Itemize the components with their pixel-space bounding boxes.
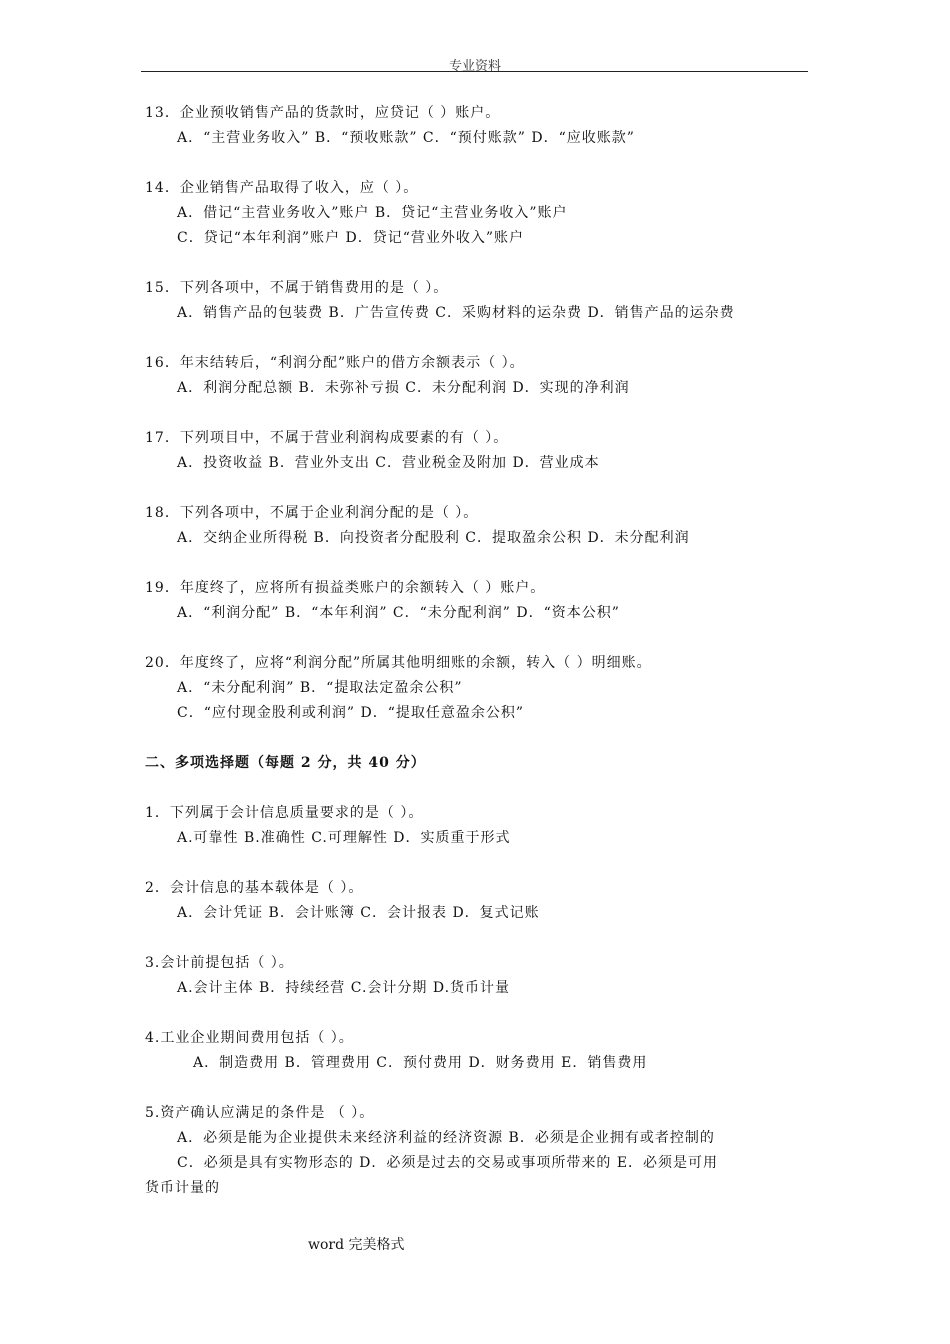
question-options: A．必须是能为企业提供未来经济利益的经济资源 B．必须是企业拥有或者控制的 xyxy=(177,1130,715,1146)
question-stem: 3.会计前提包括（ ）。 xyxy=(145,955,294,971)
single-choice-list xyxy=(145,101,815,726)
question-stem: 5.资产确认应满足的条件是 （ ）。 xyxy=(145,1105,375,1121)
question xyxy=(145,876,815,926)
question-stem: 20．年度终了，应将“利润分配”所属其他明细账的余额，转入（ ）明细账。 xyxy=(145,655,652,671)
question-options: C．贷记“本年利润”账户 D．贷记“营业外收入”账户 xyxy=(177,230,525,246)
question xyxy=(145,101,815,151)
question-stem: 13．企业预收销售产品的货款时，应贷记（ ）账户。 xyxy=(145,105,501,121)
question-options: A．借记“主营业务收入”账户 B．贷记“主营业务收入”账户 xyxy=(177,205,568,221)
question-options: A．会计凭证 B．会计账簿 C．会计报表 D．复式记账 xyxy=(177,905,540,921)
question-options: A．“利润分配” B．“本年利润” C．“未分配利润” D．“资本公积” xyxy=(177,605,620,621)
question xyxy=(145,951,815,1001)
question-options: C．“应付现金股利或利润” D．“提取任意盈余公积” xyxy=(177,705,525,721)
page-header: 专业资料 xyxy=(448,59,501,74)
question xyxy=(145,1026,815,1076)
question-options: A．制造费用 B．管理费用 C．预付费用 D．财务费用 E．销售费用 xyxy=(193,1055,648,1071)
question xyxy=(145,501,815,551)
document-body xyxy=(145,101,815,1226)
question-stem: 4.工业企业期间费用包括（ ）。 xyxy=(145,1030,354,1046)
question-options: A．利润分配总额 B．未弥补亏损 C．未分配利润 D．实现的净利润 xyxy=(177,380,630,396)
question xyxy=(145,1101,815,1201)
question-options: A．“主营业务收入” B．“预收账款” C．“预付账款” D．“应收账款” xyxy=(177,130,635,146)
question-options: A．销售产品的包装费 B．广告宣传费 C．采购材料的运杂费 D．销售产品的运杂费 xyxy=(177,305,735,321)
question-options: A．“未分配利润” B．“提取法定盈余公积” xyxy=(177,680,463,696)
question-stem: 14．企业销售产品取得了收入，应（ ）。 xyxy=(145,180,419,196)
question-stem: 15．下列各项中，不属于销售费用的是（ ）。 xyxy=(145,280,449,296)
question xyxy=(145,351,815,401)
question-stem: 16．年末结转后，“利润分配”账户的借方余额表示（ ）。 xyxy=(145,355,525,371)
question xyxy=(145,426,815,476)
question xyxy=(145,576,815,626)
header-divider xyxy=(141,71,808,72)
question-stem: 2．会计信息的基本载体是（ ）。 xyxy=(145,880,364,896)
question xyxy=(145,176,815,251)
question xyxy=(145,276,815,326)
page-footer: word 完美格式 xyxy=(308,1237,405,1253)
question-stem: 18．下列各项中，不属于企业利润分配的是（ ）。 xyxy=(145,505,479,521)
question-stem: 19．年度终了，应将所有损益类账户的余额转入（ ）账户。 xyxy=(145,580,546,596)
question-options-continued: 货币计量的 xyxy=(145,1180,220,1196)
question-options: A．交纳企业所得税 B．向投资者分配股利 C．提取盈余公积 D．未分配利润 xyxy=(177,530,690,546)
section-title: 二、多项选择题（每题 2 分，共 40 分） xyxy=(145,755,426,771)
question-options: A．投资收益 B．营业外支出 C．营业税金及附加 D．营业成本 xyxy=(177,455,600,471)
question-options: C．必须是具有实物形态的 D．必须是过去的交易或事项所带来的 E．必须是可用 xyxy=(177,1155,719,1171)
question xyxy=(145,801,815,851)
question-stem: 17．下列项目中，不属于营业利润构成要素的有（ ）。 xyxy=(145,430,509,446)
question-stem: 1．下列属于会计信息质量要求的是（ ）。 xyxy=(145,805,424,821)
question xyxy=(145,651,815,726)
question-options: A.可靠性 B.准确性 C.可理解性 D．实质重于形式 xyxy=(177,830,511,846)
multiple-choice-list xyxy=(145,801,815,1201)
question-options: A.会计主体 B．持续经营 C.会计分期 D.货币计量 xyxy=(177,980,511,996)
